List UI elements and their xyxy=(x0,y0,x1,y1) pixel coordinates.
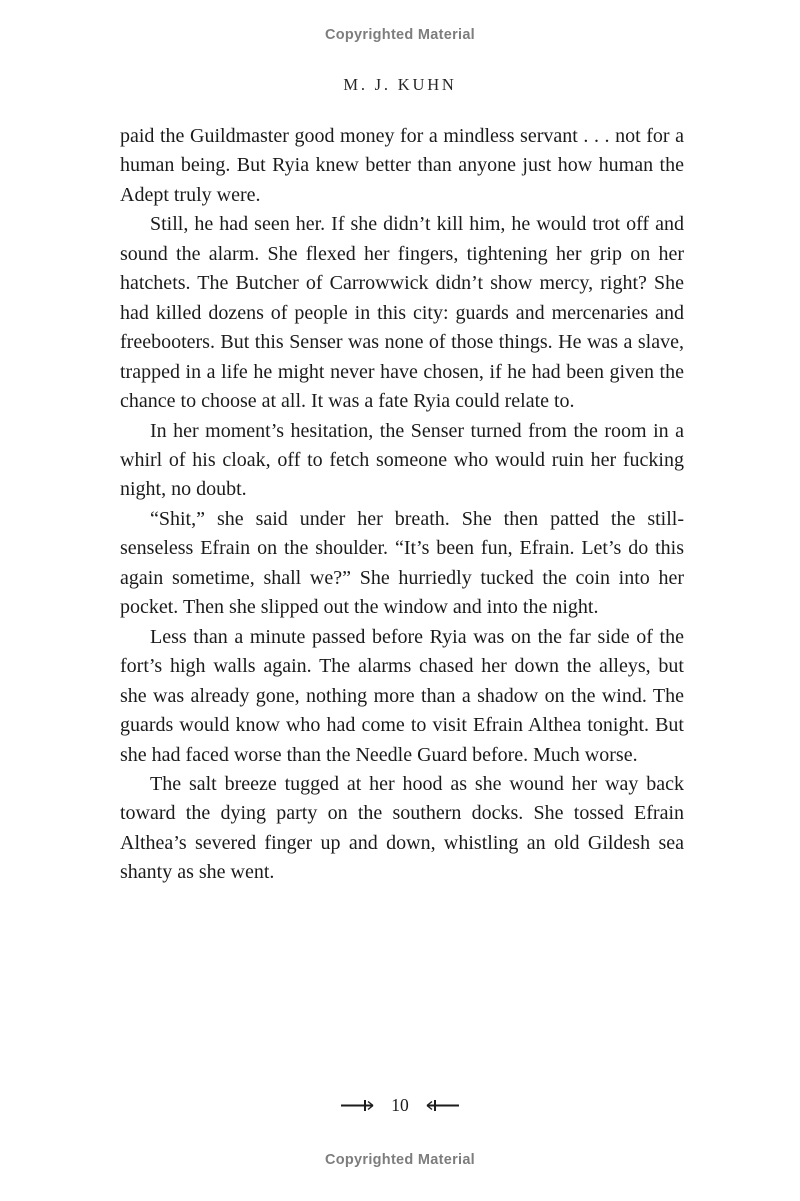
copyright-notice-bottom: Copyrighted Material xyxy=(324,1152,475,1168)
paragraph: The salt breeze tugged at her hood as she wound her way back toward the dying party on the southern docks. She tossed Efrain Althea’s severed finger up and down, whistling an old Gildesh sea shanty as she went. xyxy=(120,772,684,884)
paragraph: Still, he had seen her. If she didn’t kill him, he would trot off and sound the alarm. She flexed her fingers, tightening her grip on her hatchets. The Butcher of Carrowwick didn’t show mercy, right? She had killed dozens of people in this city: guards and mercenaries and freebooters. But this Senser was none of those things. He was a slave, trapped in a life he might never have chosen, if he had been given the chance to choose at all. It was a fate Ryia could relate to. xyxy=(120,213,684,413)
paragraph: Less than a minute passed before Ryia was on the far side of the fort’s high walls again. The alarms chased her down the alleys, but she was already gone, nothing more than a shadow on the wind. The guards would know who had come to visit Efrain Althea tonight. But she had faced worse than the Needle Guard before. Much worse. xyxy=(120,625,684,766)
page-number: 10 xyxy=(391,1095,409,1115)
paragraph: “Shit,” she said under her breath. She then patted the still-senseless Efrain on the shoulder. “It’s been fun, Efrain. Let’s do this again sometime, shall we?” She hurriedly tucked the coin into her pocket. Then she slipped out the window and into the night. xyxy=(120,507,684,619)
page-footer-folio xyxy=(0,1095,800,1116)
running-header-author: M. J. KUHN xyxy=(343,75,457,94)
paragraph: In her moment’s hesitation, the Senser turned from the room in a whirl of his cloak, off to fetch someone who would ruin her fucking night, no doubt. xyxy=(120,419,684,501)
body-text xyxy=(120,122,684,888)
arrow-right-ornament-icon xyxy=(340,1099,374,1112)
arrow-left-ornament-icon xyxy=(426,1099,460,1112)
copyright-notice-top: Copyrighted Material xyxy=(324,27,475,43)
paragraph: paid the Guildmaster good money for a mindless servant . . . not for a human being. But Ryia knew better than anyone just how human the Adept truly were. xyxy=(120,125,684,206)
